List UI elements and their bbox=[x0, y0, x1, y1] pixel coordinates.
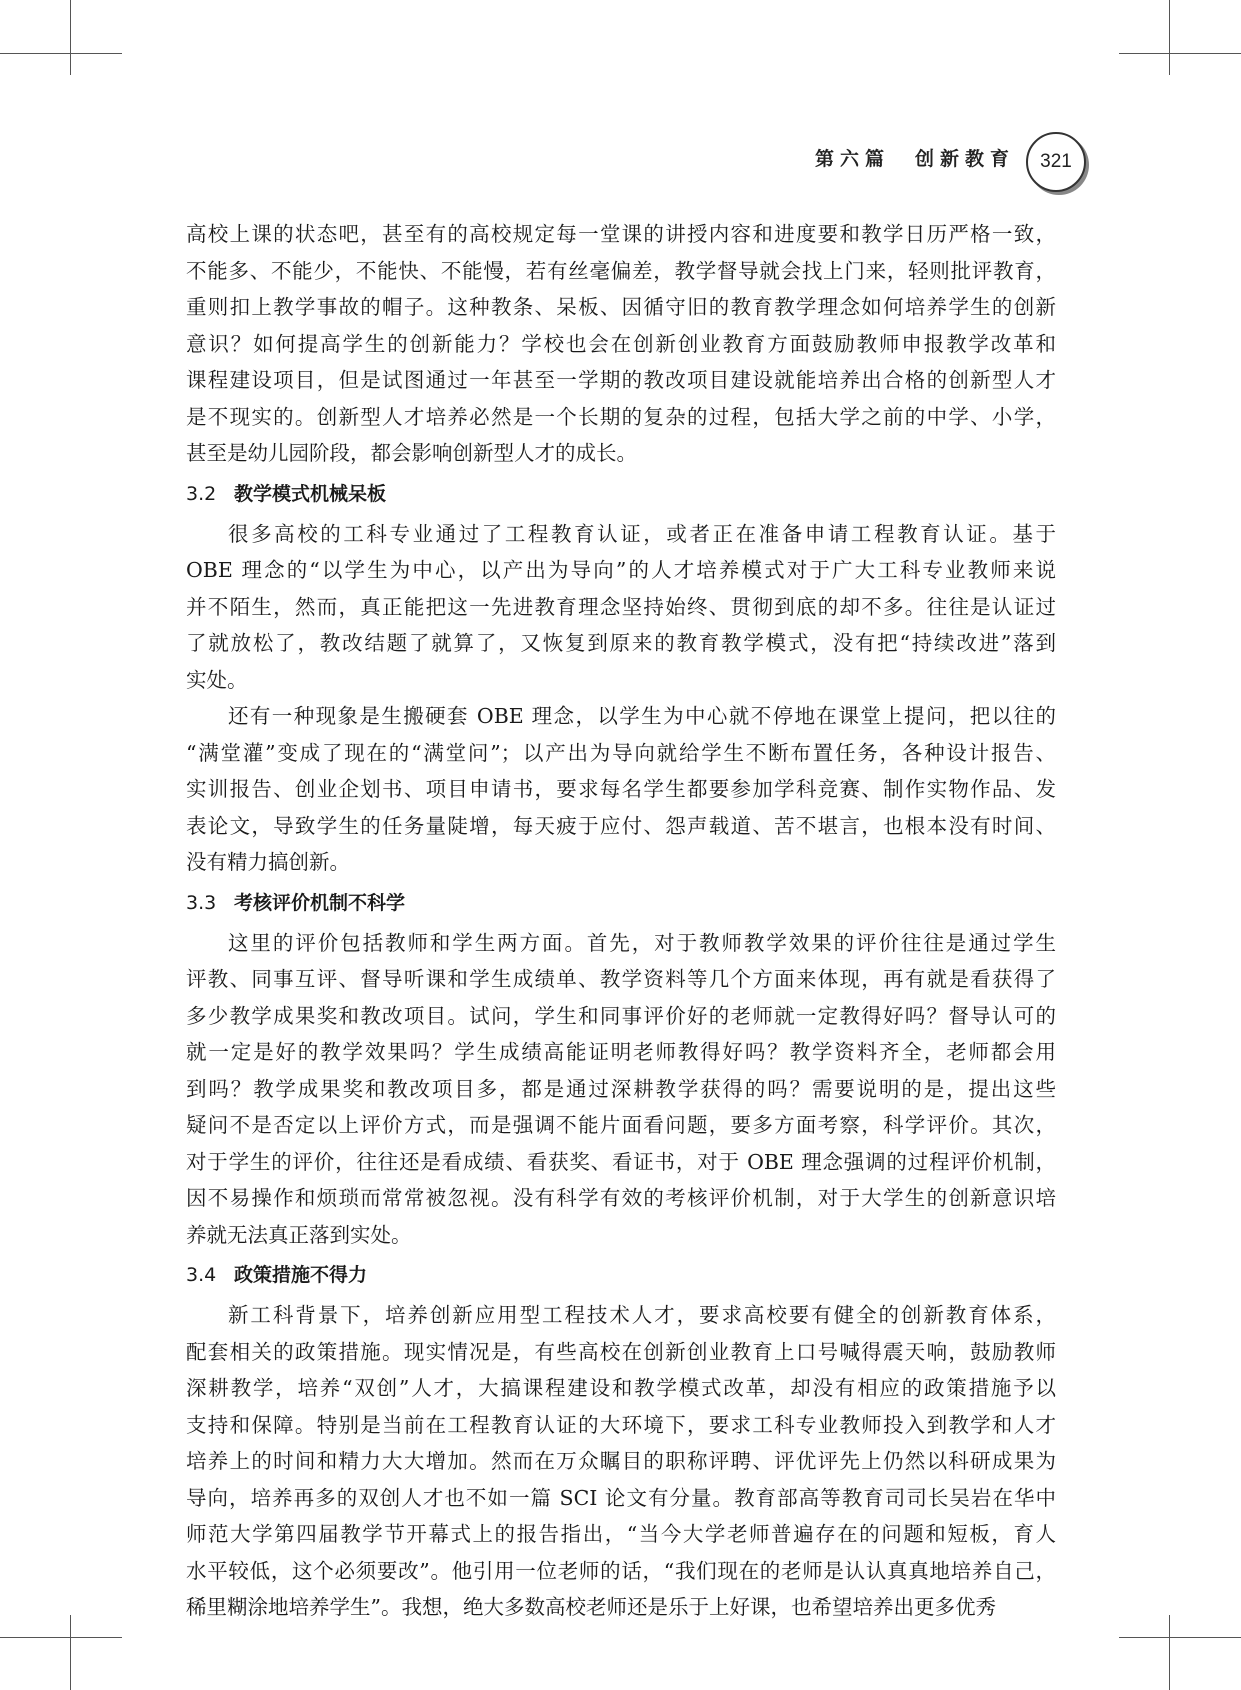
text-line: 对于学生的评价，往往还是看成绩、看获奖、看证书，对于 OBE 理念强调的过程评价机制， bbox=[186, 1149, 1056, 1174]
section-heading bbox=[186, 881, 1056, 925]
section-title: 教学模式机械呆板 bbox=[234, 482, 387, 505]
text-line: 实训报告、创业企划书、项目申请书，要求每名学生都要参加学科竞赛、制作实物作品、发 bbox=[186, 777, 1056, 801]
text-line: 导向，培养再多的双创人才也不如一篇 SCI 论文有分量。教育部高等教育司司长吴岩在华中 bbox=[186, 1485, 1056, 1510]
section-title: 考核评价机制不科学 bbox=[234, 891, 406, 914]
text-line: 高校上课的状态吧，甚至有的高校规定每一堂课的讲授内容和进度要和教学日历严格一致， bbox=[186, 222, 1056, 246]
running-header: 第六篇 创新教育 bbox=[814, 148, 1015, 170]
section-title: 政策措施不得力 bbox=[234, 1264, 368, 1286]
text-line: 意识？如何提高学生的创新能力？学校也会在创新创业教育方面鼓励教师申报教学改革和 bbox=[186, 331, 1056, 356]
crop-mark bbox=[0, 53, 122, 54]
text-line: 没有精力搞创新。 bbox=[186, 850, 350, 874]
text-line: 养就无法真正落到实处。 bbox=[186, 1222, 412, 1247]
text-line: OBE 理念的“以学生为中心，以产出为导向”的人才培养模式对于广大工科专业教师来说 bbox=[186, 558, 1056, 582]
crop-mark bbox=[70, 0, 71, 75]
text-line: 新工科背景下，培养创新应用型工程技术人才，要求高校要有健全的创新教育体系， bbox=[228, 1303, 1056, 1327]
text-line: 不能多、不能少，不能快、不能慢，若有丝毫偏差，教学督导就会找上门来，轻则批评教育， bbox=[186, 258, 1056, 283]
text-line: 表论文，导致学生的任务量陡增，每天疲于应付、怨声载道、苦不堪言，也根本没有时间、 bbox=[186, 813, 1056, 838]
text-line: 疑问不是否定以上评价方式，而是强调不能片面看问题，要多方面考察，科学评价。其次， bbox=[186, 1113, 1056, 1137]
crop-mark bbox=[70, 1615, 71, 1690]
text-line: 了就放松了，教改结题了就算了，又恢复到原来的教育教学模式，没有把“持续改进”落到 bbox=[186, 631, 1056, 655]
paragraph bbox=[186, 516, 1056, 699]
text-line: 还有一种现象是生搬硬套 OBE 理念，以学生为中心就不停地在课堂上提问，把以往的 bbox=[228, 704, 1056, 728]
section-heading bbox=[186, 472, 1056, 516]
text-line: 因不易操作和烦琐而常常被忽视。没有科学有效的考核评价机制，对于大学生的创新意识培 bbox=[186, 1186, 1056, 1210]
section-number: 3.3 bbox=[186, 891, 217, 914]
text-line: 课程建设项目，但是试图通过一年甚至一学期的教改项目建设就能培养出合格的创新型人才 bbox=[186, 368, 1056, 392]
paragraph bbox=[186, 698, 1056, 881]
section-heading bbox=[186, 1253, 1056, 1297]
section-number: 3.4 bbox=[186, 1264, 217, 1286]
text-line: 很多高校的工科专业通过了工程教育认证，或者正在准备申请工程教育认证。基于 bbox=[228, 521, 1056, 546]
text-line: 甚至是幼儿园阶段，都会影响创新型人才的成长。 bbox=[186, 441, 637, 465]
crop-mark bbox=[1169, 1615, 1170, 1690]
text-line: 多少教学成果奖和教改项目。试问，学生和同事评价好的老师就一定教得好吗？督导认可的 bbox=[186, 1003, 1056, 1028]
text-line: 就一定是好的教学效果吗？学生成绩高能证明老师教得好吗？教学资料齐全，老师都会用 bbox=[186, 1040, 1056, 1064]
text-line: 到吗？教学成果奖和教改项目多，都是通过深耕教学获得的吗？需要说明的是，提出这些 bbox=[186, 1076, 1056, 1101]
section-number: 3.2 bbox=[186, 482, 217, 505]
text-line: 师范大学第四届教学节开幕式上的报告指出，“当今大学老师普遍存在的问题和短板，育人 bbox=[186, 1522, 1056, 1546]
text-line: 稀里糊涂地培养学生”。我想，绝大多数高校老师还是乐于上好课，也希望培养出更多优秀 bbox=[186, 1595, 996, 1619]
text-line: 评教、同事互评、督导听课和学生成绩单、教学资料等几个方面来体现，再有就是看获得了 bbox=[186, 967, 1056, 991]
crop-mark bbox=[0, 1637, 122, 1638]
text-line: 实处。 bbox=[186, 667, 248, 692]
text-line: “满堂灌”变成了现在的“满堂问”；以产出为导向就给学生不断布置任务，各种设计报告、 bbox=[186, 740, 1056, 765]
page-body bbox=[186, 216, 1056, 1626]
text-line: 是不现实的。创新型人才培养必然是一个长期的复杂的过程，包括大学之前的中学、小学， bbox=[186, 404, 1056, 429]
crop-mark bbox=[1119, 1637, 1241, 1638]
text-line: 培养上的时间和精力大大增加。然而在万众瞩目的职称评聘、评优评先上仍然以科研成果为 bbox=[186, 1449, 1056, 1473]
text-line: 水平较低，这个必须要改”。他引用一位老师的话，“我们现在的老师是认认真真地培养自己， bbox=[186, 1558, 1056, 1583]
crop-mark bbox=[1169, 0, 1170, 75]
text-line: 重则扣上教学事故的帽子。这种教条、呆板、因循守旧的教育教学理念如何培养学生的创新 bbox=[186, 295, 1056, 319]
paragraph bbox=[186, 925, 1056, 1254]
text-line: 配套相关的政策措施。现实情况是，有些高校在创新创业教育上口号喊得震天响，鼓励教师 bbox=[186, 1339, 1056, 1364]
paragraph bbox=[186, 1297, 1056, 1626]
paragraph bbox=[186, 216, 1056, 472]
text-line: 并不陌生，然而，真正能把这一先进教育理念坚持始终、贯彻到底的却不多。往往是认证过 bbox=[186, 594, 1056, 619]
page-number: 321 bbox=[1040, 151, 1072, 172]
text-line: 深耕教学，培养“双创”人才，大搞课程建设和教学模式改革，却没有相应的政策措施予以 bbox=[186, 1376, 1056, 1400]
text-line: 这里的评价包括教师和学生两方面。首先，对于教师教学效果的评价往往是通过学生 bbox=[228, 930, 1056, 955]
crop-mark bbox=[1119, 53, 1241, 54]
text-line: 支持和保障。特别是当前在工程教育认证的大环境下，要求工科专业教师投入到教学和人才 bbox=[186, 1412, 1056, 1437]
page-number-badge bbox=[1026, 132, 1086, 192]
